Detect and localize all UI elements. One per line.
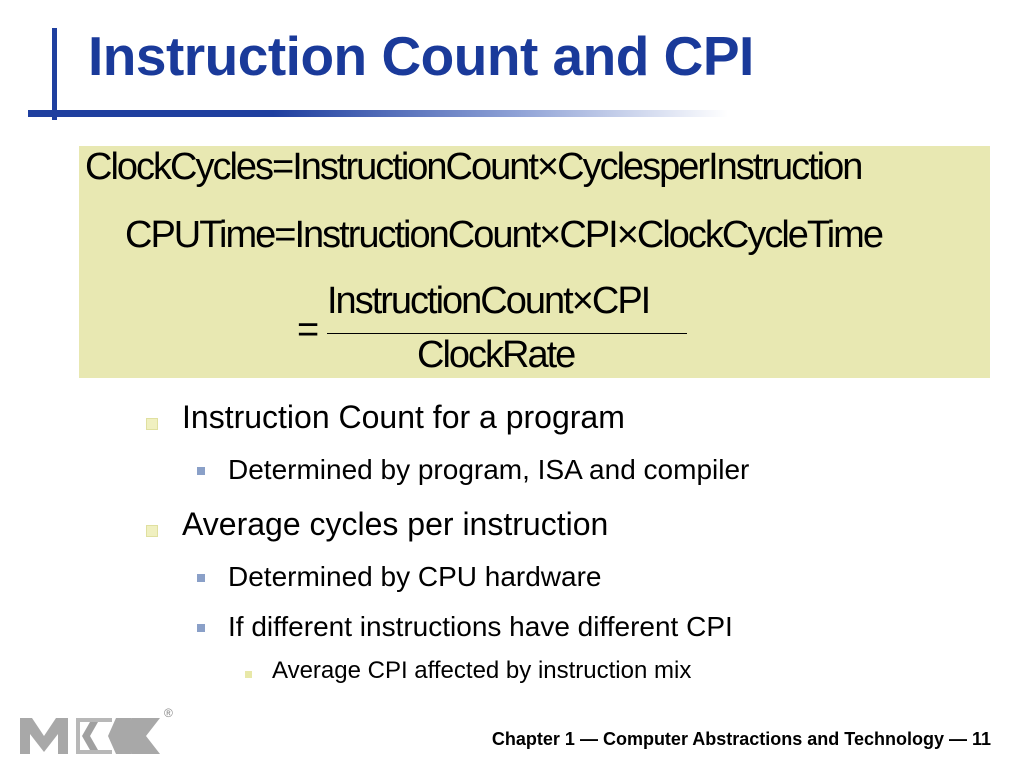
fraction-numerator: InstructionCount×CPI [327,280,650,322]
bullet-marker [146,525,158,537]
sub-bullet-marker [197,624,205,632]
fraction-equals-sign: = [297,309,318,351]
slide-footer: Chapter 1 — Computer Abstractions and Technology — 11 [491,729,991,749]
bullet-item: Instruction Count for a program [182,399,625,435]
fraction-denominator: ClockRate [417,334,575,376]
sub-bullet-item: Determined by CPU hardware [228,561,602,592]
slide-title: Instruction Count and CPI [88,25,754,87]
title-accent-horizontal-bar [28,110,728,117]
clock-cycles-formula: ClockCycles=InstructionCount×CyclesperInstruction [85,146,862,188]
cpu-time-formula: CPUTime=InstructionCount×CPI×ClockCycleTime [125,214,882,256]
sub-bullet-marker [197,467,205,475]
title-accent-vertical-bar [52,28,57,120]
registered-mark: ® [164,706,173,720]
sub-sub-bullet-marker [245,671,252,678]
sub-bullet-item: Determined by program, ISA and compiler [228,454,750,485]
mk-logo-icon [20,706,180,763]
bullet-marker [146,418,158,430]
sub-sub-bullet-item: Average CPI affected by instruction mix [272,657,692,684]
sub-bullet-item: If different instructions have different CPI [228,611,733,642]
bullet-item: Average cycles per instruction [182,506,609,542]
sub-bullet-marker [197,574,205,582]
formula-box [79,146,990,378]
